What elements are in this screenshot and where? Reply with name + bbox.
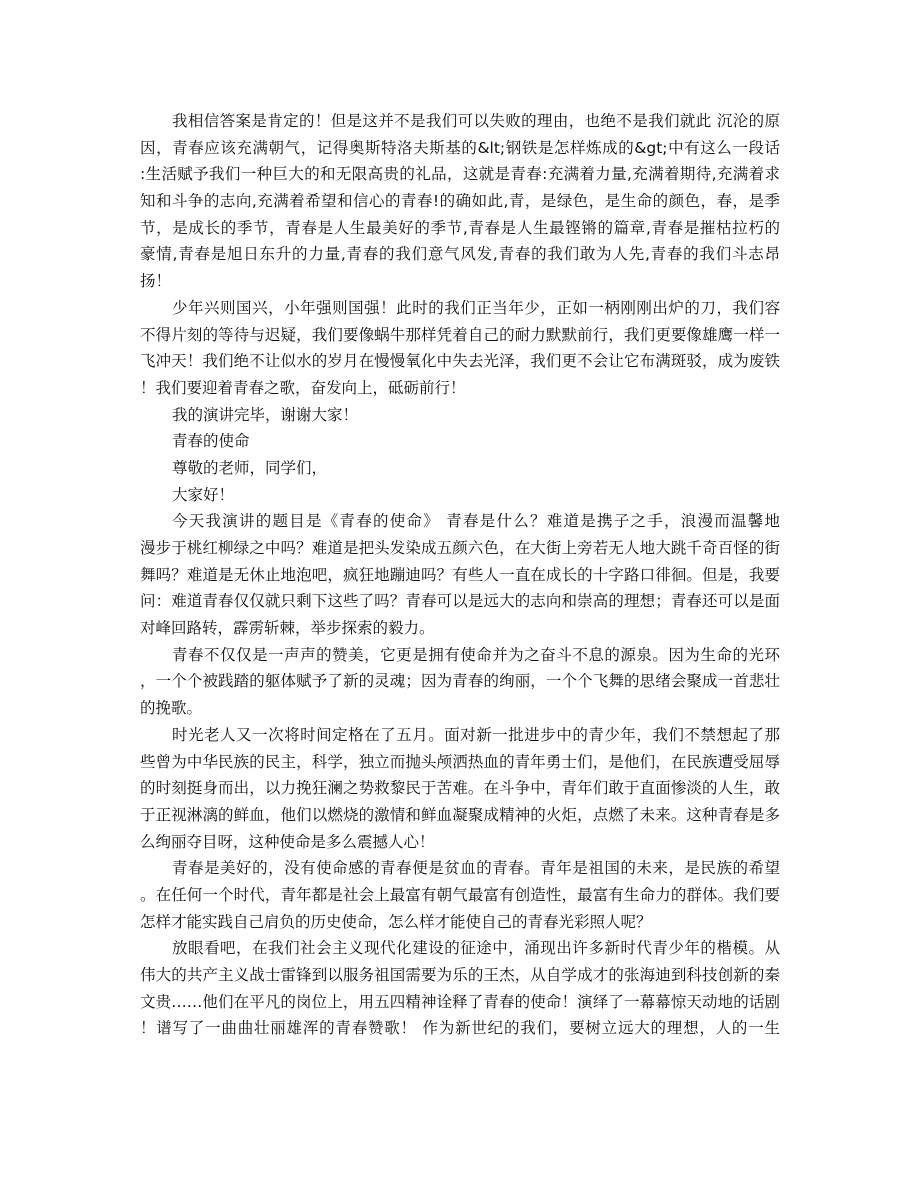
text-line: 漫步于桃红柳绿之中吗？难道是把头发染成五颜六色，在大街上旁若无人地大跳千奇百怪的街: [140, 539, 780, 557]
text-line: 青春的使命: [172, 432, 250, 451]
text-line: 舞吗？难道是无休止地泡吧，疯狂地蹦迪吗？有些人一直在成长的十字路口徘徊。但是，我要: [140, 565, 780, 584]
text-line: ！谱写了一曲曲壮丽雄浑的青春赞歌！ 作为新世纪的我们，要树立远大的理想，人的一生: [140, 1019, 780, 1038]
text-line: 青春不仅仅是一声声的赞美，它更是拥有使命并为之奋斗不息的源泉。因为生命的光环: [172, 645, 780, 664]
text-line: 今天我演讲的题目是《青春的使命》 青春是什么？难道是携子之手，浪漫而温馨地: [172, 512, 780, 531]
text-line: 飞冲天！我们绝不让似水的岁月在慢慢氧化中失去光泽，我们更不会让它布满斑驳，成为废铁: [140, 352, 780, 371]
text-line: 我相信答案是肯定的！但是这并不是我们可以失败的理由，也绝不是我们就此 沉沦的原: [172, 112, 780, 130]
document-body: [140, 108, 780, 1042]
text-line: ！我们要迎着青春之歌，奋发向上，砥砺前行！: [140, 378, 466, 397]
text-line: 的挽歌。: [140, 699, 203, 718]
text-line: 我的演讲完毕，谢谢大家！: [172, 405, 359, 424]
text-line: 的时刻挺身而出，以力挽狂澜之势救黎民于苦难。在斗争中，青年们敢于直面惨淡的人生，敢: [140, 779, 780, 798]
text-line: ，一个个被践踏的躯体赋予了新的灵魂；因为青春的绚丽，一个个飞舞的思绪会聚成一首悲壮: [140, 672, 780, 691]
text-line: 伟大的共产主义战士雷锋到以服务祖国需要为乐的王杰，从自学成才的张海迪到科技创新的秦: [140, 966, 780, 984]
text-line: 放眼看吧，在我们社会主义现代化建设的征途中，涌现出许多新时代青少年的楷模。从: [172, 939, 780, 958]
text-line: 。在任何一个时代，青年都是社会上最富有朝气最富有创造性，最富有生命力的群体。我们要: [140, 885, 780, 904]
text-line: 对峰回路转，霹雳斩棘，举步探索的毅力。: [140, 619, 435, 638]
text-line: 扬！: [140, 272, 172, 291]
text-line: 豪情,青春是旭日东升的力量,青春的我们意气风发,青春的我们敢为人先,青春的我们斗志昂: [140, 245, 780, 264]
text-line: 问：难道青春仅仅就只剩下这些了吗？青春可以是远大的志向和崇高的理想；青春还可以是面: [140, 592, 780, 611]
text-line: 少年兴则国兴，小年强则国强！此时的我们正当年少，正如一柄刚刚出炉的刀，我们容: [172, 298, 780, 317]
text-line: 不得片刻的等待与迟疑，我们要像蜗牛那样凭着自己的耐力默默前行，我们更要像雄鹰一样一: [140, 325, 780, 344]
text-line: :生活赋予我们一种巨大的和无限高贵的礼品，这就是青春:充满着力量,充满着期待,充满着求: [140, 165, 780, 184]
text-line: 大家好！: [172, 485, 235, 504]
text-line: 尊敬的老师，同学们，: [172, 458, 328, 477]
text-line: 怎样才能实践自己肩负的历史使命，怎么样才能使自己的青春光彩照人呢？: [140, 912, 652, 931]
text-line: 些曾为中华民族的民主，科学，独立而抛头颅洒热血的青年勇士们，是他们，在民族遭受屈辱: [140, 752, 780, 771]
text-line: 节，是成长的季节，青春是人生最美好的季节,青春是人生最铿锵的篇章,青春是摧枯拉朽的: [140, 218, 780, 237]
text-line: 青春是美好的，没有使命感的青春便是贫血的青春。青年是祖国的未来，是民族的希望: [172, 859, 780, 878]
text-line: 知和斗争的志向,充满着希望和信心的青春!的确如此,青，是绿色，是生命的颜色，春，是季: [140, 192, 780, 211]
text-line: 因，青春应该充满朝气，记得奥斯特洛夫斯基的&lt;钢铁是怎样炼成的&gt;中有这么一段话: [140, 138, 780, 157]
text-line: 时光老人又一次将时间定格在了五月。面对新一批进步中的青少年，我们不禁想起了那: [172, 725, 780, 744]
text-line: 文贵……他们在平凡的岗位上，用五四精神诠释了青春的使命！演绎了一幕幕惊天动地的话剧: [140, 992, 780, 1011]
text-line: 于正视淋漓的鲜血，他们以燃烧的激情和鲜血凝聚成精神的火炬，点燃了未来。这种青春是多: [140, 805, 780, 824]
text-line: 么绚丽夺目呀，这种使命是多么震撼人心！: [140, 832, 435, 851]
